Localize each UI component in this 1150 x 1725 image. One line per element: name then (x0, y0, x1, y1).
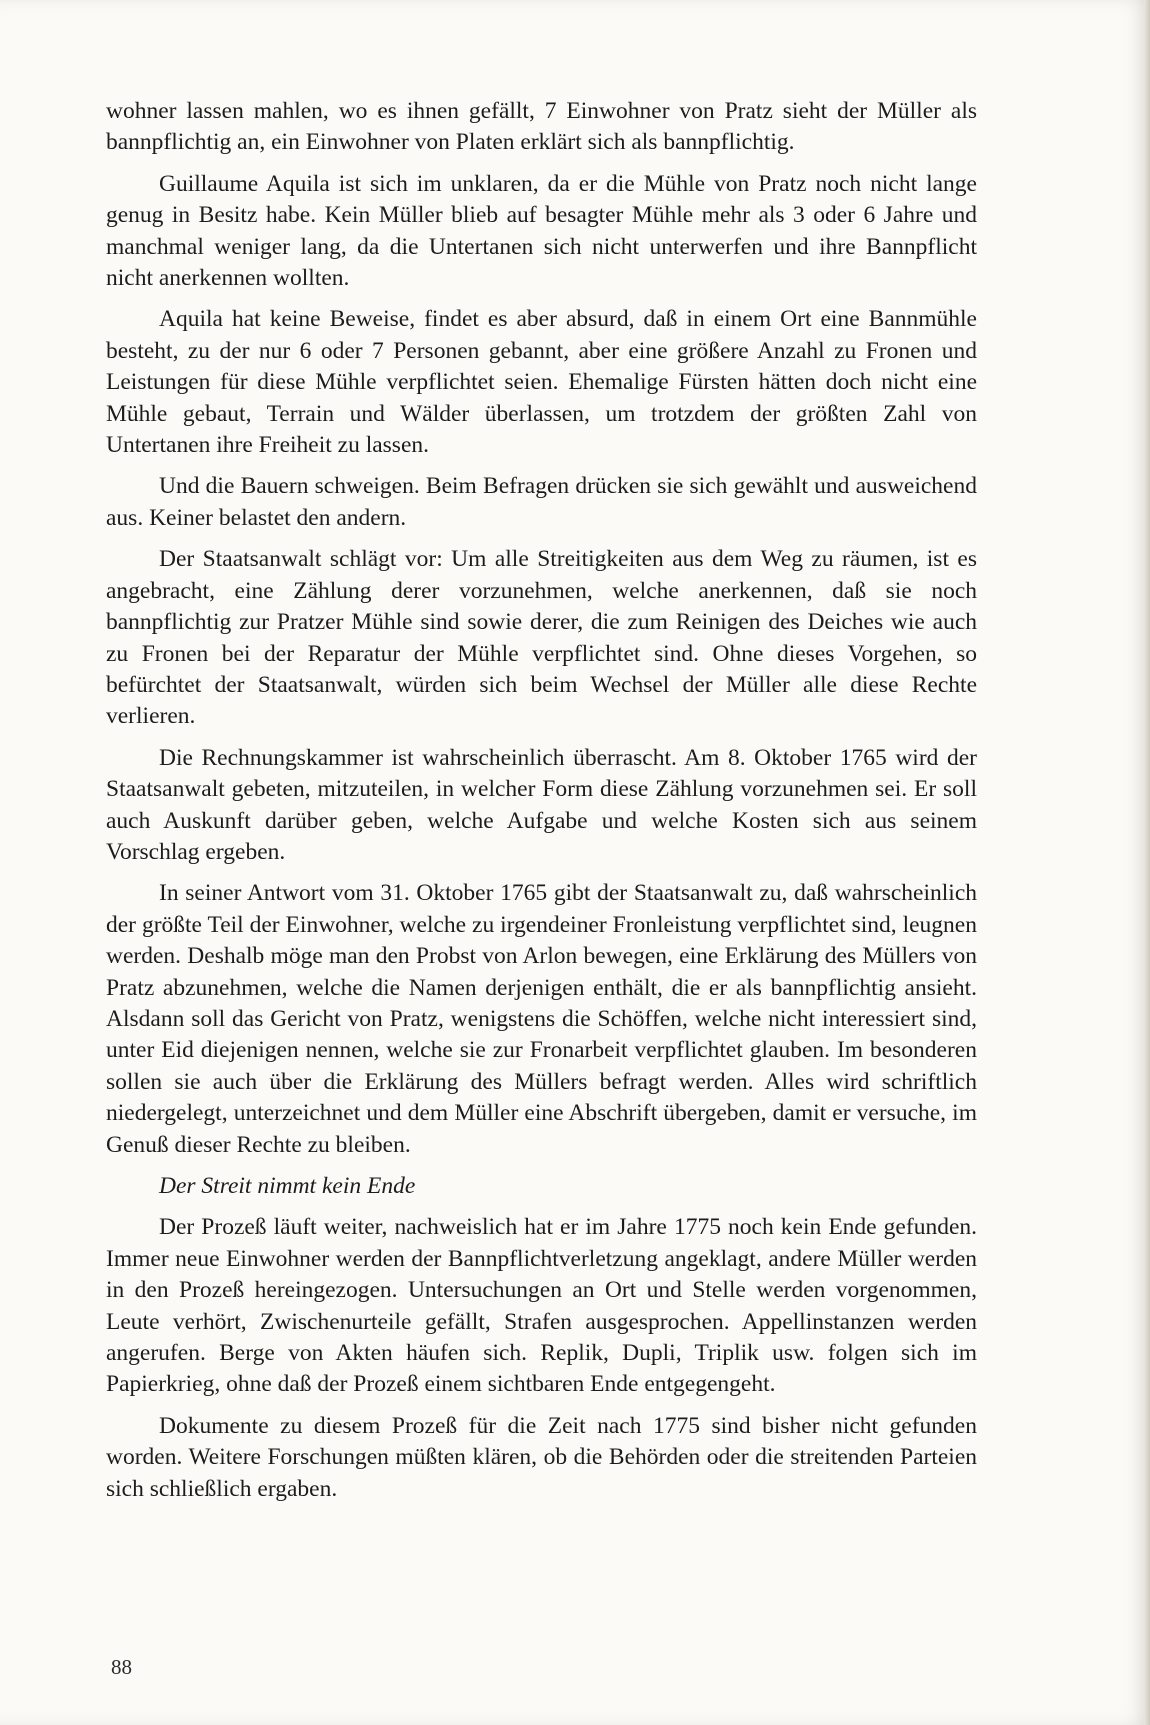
paragraph: wohner lassen mahlen, wo es ihnen gefällt, 7 Einwohner von Pratz sieht der Müller als bannpflichtig an, ein Einwohner von Platen erklärt sich als bannpflichtig. (106, 98, 977, 156)
paragraph: Und die Bauern schweigen. Beim Befragen drücken sie sich gewählt und ausweichend aus. Keiner belastet den andern. (106, 473, 977, 531)
paragraph: Der Staatsanwalt schlägt vor: Um alle Streitigkeiten aus dem Weg zu räumen, ist es angebracht, eine Zählung derer vorzunehmen, welche anerkennen, daß sie noch bannpflichtig zur Pratzer Mühle sind sowie derer, die zum Reinigen des Deiches wie auch zu Fronen bei der Reparatur der Mühle verpflichtet sind. Ohne dieses Vorgehen, so befürchtet der Staatsanwalt, würden sich beim Wechsel der Müller alle diese Rechte verlieren. (106, 546, 977, 730)
paragraph: Der Prozeß läuft weiter, nachweislich hat er im Jahre 1775 noch kein Ende gefunden. Immer neue Einwohner werden der Bannpflichtverletzung angeklagt, andere Müller werden in den Prozeß hereingezogen. Untersuchungen an Ort und Stelle werden vorgenommen, Leute verhört, Zwischenurteile gefällt, Strafen ausgesprochen. Appellinstanzen werden angerufen. Berge von Akten häufen sich. Replik, Dupli, Triplik usw. folgen sich im Papierkrieg, ohne daß der Prozeß einem sichtbaren Ende entgegengeht. (106, 1214, 977, 1398)
body-text (106, 96, 977, 1515)
paragraph: In seiner Antwort vom 31. Oktober 1765 gibt der Staatsanwalt zu, daß wahrscheinlich der größte Teil der Einwohner, welche zu irgendeiner Fronleistung verpflichtet sind, leugnen werden. Deshalb möge man den Probst von Arlon bewegen, eine Erklärung des Müllers von Pratz abzunehmen, welche die Namen derjenigen enthält, die er als bannpflichtig ansieht. Alsdann soll das Gericht von Pratz, wenigstens die Schöffen, welche nicht interessiert sind, unter Eid diejenigen nennen, welche sie zur Fronarbeit verpflichtet glauben. Im besonderen sollen sie auch über die Erklärung des Müllers befragt werden. Alles wird schriftlich niedergelegt, unterzeichnet und dem Müller eine Abschrift übergeben, damit er versuche, im Genuß dieser Rechte zu bleiben. (106, 880, 977, 1158)
section-heading: Der Streit nimmt kein Ende (159, 1173, 416, 1199)
page-number: 88 (111, 1655, 132, 1679)
paragraph: Aquila hat keine Beweise, findet es aber absurd, daß in einem Ort eine Bannmühle besteht, zu der nur 6 oder 7 Personen gebannt, aber eine größere Anzahl zu Fronen und Leistungen für diese Mühle verpflichtet seien. Ehemalige Fürsten hätten doch nicht eine Mühle gebaut, Terrain und Wälder überlassen, um trotzdem der größten Zahl von Untertanen ihre Freiheit zu lassen. (106, 306, 977, 459)
page-edge-shadow (1144, 0, 1150, 1725)
paragraph: Guillaume Aquila ist sich im unklaren, da er die Mühle von Pratz noch nicht lange genug in Besitz habe. Kein Müller blieb auf besagter Mühle mehr als 3 oder 6 Jahre und manchmal weniger lang, da die Untertanen sich nicht unterwerfen und ihre Bannpflicht nicht anerkennen wollten. (106, 170, 977, 292)
paragraph: Die Rechnungskammer ist wahrscheinlich überrascht. Am 8. Oktober 1765 wird der Staatsanwalt gebeten, mitzuteilen, in welcher Form diese Zählung vorzunehmen sei. Er soll auch Auskunft darüber geben, welche Aufgabe und welche Kosten sich aus seinem Vorschlag ergeben. (106, 744, 977, 865)
paragraph: Dokumente zu diesem Prozeß für die Zeit nach 1775 sind bisher nicht gefunden worden. Weitere Forschungen müßten klären, ob die Behörden oder die streitenden Parteien sich schließlich ergaben. (106, 1412, 977, 1502)
